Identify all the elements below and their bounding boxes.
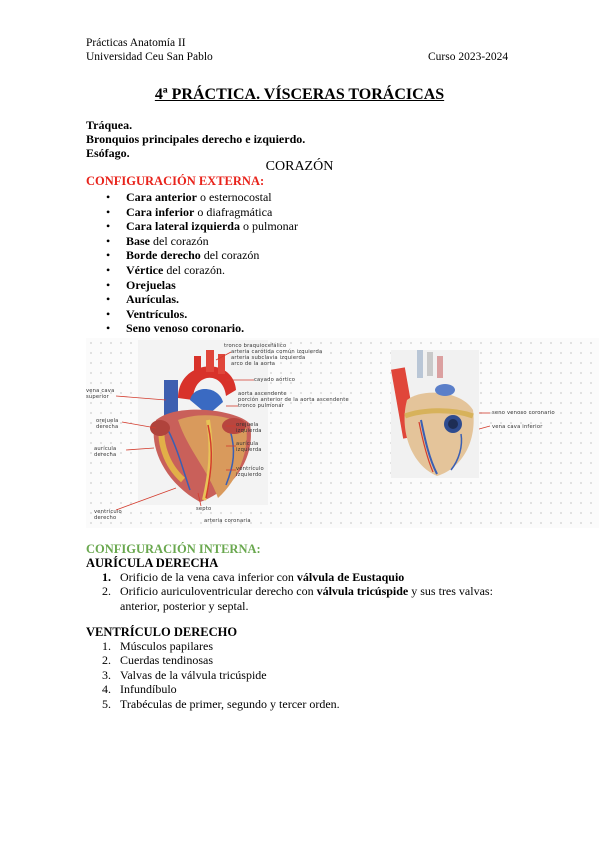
label-tronco-braquiocefalico: tronco braquiocefálico xyxy=(224,343,287,349)
label-arteria-coronaria: arteria coronaria xyxy=(204,518,251,524)
list-item: • Cara lateral izquierda o pulmonar xyxy=(92,219,298,234)
label-septo: septo xyxy=(196,506,212,512)
label-auricula-izquierda: aurícula izquierda xyxy=(236,441,262,453)
list-item: • Ventrículos. xyxy=(92,307,298,322)
label-seno-venoso: seno venoso coronario xyxy=(492,410,555,416)
list-item: 1. Orificio de la vena cava inferior con válvula de Eustaquio xyxy=(102,570,405,584)
course-year: Curso 2023-2024 xyxy=(428,51,509,63)
list-item: 2. Cuerdas tendinosas xyxy=(102,653,213,668)
label-vena-cava-superior: vena cava superior xyxy=(86,388,115,400)
intro-item-esofago: Esófago. xyxy=(86,146,130,160)
external-config-heading: CONFIGURACIÓN EXTERNA: xyxy=(86,174,265,188)
label-ventriculo-izquierdo: ventrículo izquierdo xyxy=(236,466,264,478)
list-item: • Base del corazón xyxy=(92,234,298,249)
list-item: 5. Trabéculas de primer, segundo y tercer orden. xyxy=(102,696,340,711)
annotation-lines xyxy=(86,338,599,528)
heart-figure xyxy=(86,338,599,528)
list-item: 3. Valvas de la válvula tricúspide xyxy=(102,667,267,682)
university-name: Universidad Ceu San Pablo xyxy=(86,51,213,63)
external-config-list xyxy=(92,190,298,336)
label-ventriculo-derecho: ventrículo derecho xyxy=(94,509,122,521)
label-arteria-subclavia: arteria subclavia izquierda xyxy=(231,355,306,361)
internal-config-heading: CONFIGURACIÓN INTERNA: xyxy=(86,542,261,556)
intro-item-traquea: Tráquea. xyxy=(86,118,133,132)
list-item: • Cara anterior o esternocostal xyxy=(92,190,298,205)
label-orejuela-izquierda: orejuela izquierda xyxy=(236,422,262,434)
label-vena-cava-inferior: vena cava inferior xyxy=(492,424,543,430)
list-item: 2. Orificio auriculoventricular derecho con válvula tricúspide y sus tres valvas: xyxy=(102,584,493,599)
list-item: • Vértice del corazón. xyxy=(92,263,298,278)
label-cayado-aortico: cayado aórtico xyxy=(254,377,296,383)
list-item: • Orejuelas xyxy=(92,278,298,293)
list-item: • Aurículas. xyxy=(92,292,298,307)
ventriculo-derecho-title: VENTRÍCULO DERECHO xyxy=(86,625,238,639)
list-item: • Cara inferior o diafragmática xyxy=(92,205,298,220)
list-item: • Borde derecho del corazón xyxy=(92,248,298,263)
list-item: • Seno venoso coronario. xyxy=(92,321,298,336)
page-title: 4ª PRÁCTICA. VÍSCERAS TORÁCICAS xyxy=(154,86,445,103)
label-orejuela-derecha: orejuela derecha xyxy=(96,418,119,430)
heart-title: CORAZÓN xyxy=(265,159,334,174)
label-arteria-carotida: arteria carótida común izquierda xyxy=(231,349,323,355)
course-name: Prácticas Anatomía II xyxy=(86,37,186,49)
auricula-derecha-title: AURÍCULA DERECHA xyxy=(86,556,219,570)
label-aorta-ascendente: aorta ascendente xyxy=(238,391,287,397)
label-tronco-pulmonar: tronco pulmonar xyxy=(238,403,285,409)
label-auricula-derecha: aurícula derecha xyxy=(94,446,117,458)
intro-item-bronquios: Bronquios principales derecho e izquierdo. xyxy=(86,132,306,146)
list-item-continuation: anterior, posterior y septal. xyxy=(120,598,249,613)
label-arco-aorta: arco de la aorta xyxy=(231,361,276,367)
heart-posterior-image xyxy=(391,350,479,478)
list-item: 4. Infundíbulo xyxy=(102,682,177,697)
list-item: 1. Músculos papilares xyxy=(102,639,213,653)
label-porcion-anterior: porción anterior de la aorta ascendente xyxy=(238,397,349,403)
auricula-derecha-list xyxy=(86,570,493,613)
ventriculo-derecho-list xyxy=(86,639,340,711)
